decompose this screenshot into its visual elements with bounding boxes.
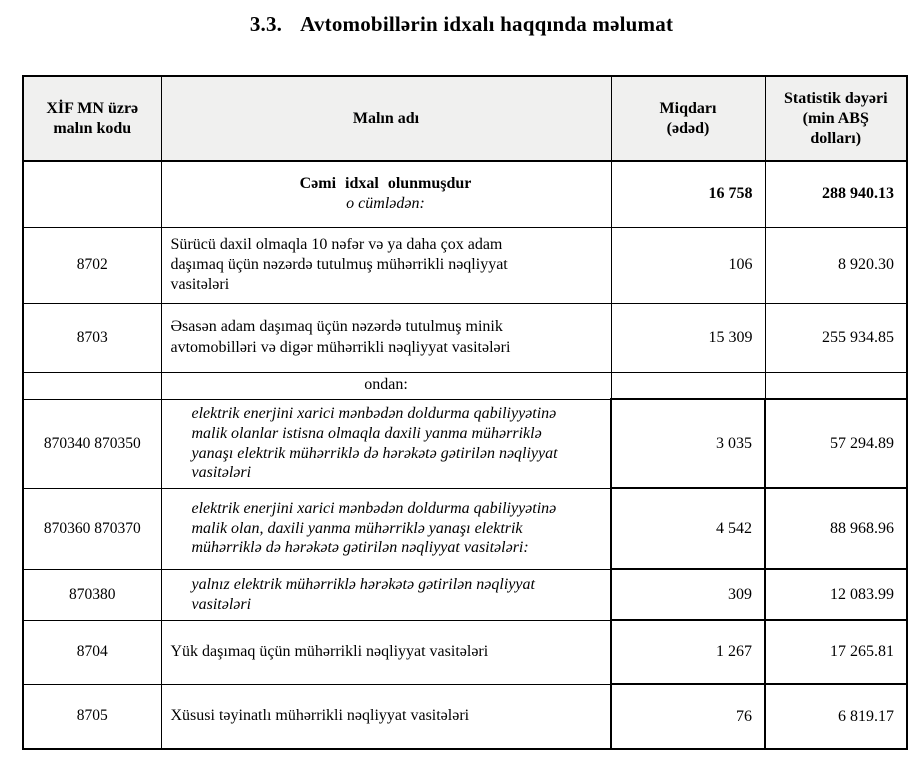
value-cell: 17 265.81 — [765, 620, 907, 684]
code-cell — [23, 372, 161, 399]
name-cell: ondan: — [161, 372, 611, 399]
header-value — [765, 76, 907, 161]
name-cell: Yük daşımaq üçün mühərrikli nəqliyyat vasitələri — [161, 620, 611, 684]
value-cell: 6 819.17 — [765, 684, 907, 749]
code-cell — [23, 161, 161, 227]
table-header-row — [23, 76, 907, 161]
table-row-ondan — [23, 372, 907, 399]
table-row — [23, 684, 907, 749]
qty-cell — [611, 372, 765, 399]
qty-cell: 16 758 — [611, 161, 765, 227]
qty-cell: 309 — [611, 569, 765, 620]
value-cell: 12 083.99 — [765, 569, 907, 620]
name-cell — [161, 161, 611, 227]
name-cell: Xüsusi təyinatlı mühərrikli nəqliyyat vasitələri — [161, 684, 611, 749]
code-cell: 8704 — [23, 620, 161, 684]
table-row — [23, 399, 907, 488]
total-sublabel: o cümlədən: — [346, 195, 425, 213]
code-cell: 870360 870370 — [23, 488, 161, 569]
qty-cell: 76 — [611, 684, 765, 749]
qty-cell: 3 035 — [611, 399, 765, 488]
code-cell: 870380 — [23, 569, 161, 620]
code-cell: 870340 870350 — [23, 399, 161, 488]
value-cell — [765, 372, 907, 399]
value-cell: 255 934.85 — [765, 303, 907, 372]
table-row — [23, 227, 907, 303]
page-title — [0, 12, 923, 37]
value-cell: 88 968.96 — [765, 488, 907, 569]
header-value-line3: dolları) — [810, 129, 862, 147]
header-qty-line2: (ədəd) — [666, 119, 710, 137]
page-title-number: 3.3. — [249, 12, 283, 36]
total-label: Cəmi idxal olunmuşdur — [299, 174, 472, 192]
header-code-line2: malın kodu — [53, 119, 132, 137]
header-qty-line1: Miqdarı — [659, 99, 717, 117]
table-row — [23, 620, 907, 684]
header-qty — [611, 76, 765, 161]
value-cell: 8 920.30 — [765, 227, 907, 303]
table-row — [23, 488, 907, 569]
code-cell: 8705 — [23, 684, 161, 749]
header-value-line1: Statistik dəyəri — [783, 89, 888, 107]
name-cell: elektrik enerjini xarici mənbədən doldurma qabiliyyətinə malik olan, daxili yanma mühərriklə yanaşı elektrik mühərriklə də hərəkətə gətirilən nəqliyyat vasitələri: — [161, 488, 611, 569]
qty-cell: 106 — [611, 227, 765, 303]
page-title-text: Avtomobillərin idxalı haqqında məlumat — [300, 12, 674, 36]
header-name: Malın adı — [161, 76, 611, 161]
code-cell: 8703 — [23, 303, 161, 372]
header-code — [23, 76, 161, 161]
value-cell: 288 940.13 — [765, 161, 907, 227]
name-cell: yalnız elektrik mühərriklə hərəkətə gətirilən nəqliyyat vasitələri — [161, 569, 611, 620]
import-data-table — [22, 75, 908, 750]
table-row — [23, 303, 907, 372]
value-cell: 57 294.89 — [765, 399, 907, 488]
table-row-total — [23, 161, 907, 227]
qty-cell: 4 542 — [611, 488, 765, 569]
table-row — [23, 569, 907, 620]
qty-cell: 1 267 — [611, 620, 765, 684]
name-cell: Sürücü daxil olmaqla 10 nəfər və ya daha çox adam daşımaq üçün nəzərdə tutulmuş mühərrikli nəqliyyat vasitələri — [161, 227, 611, 303]
header-value-line2: (min ABŞ — [802, 109, 869, 127]
code-cell: 8702 — [23, 227, 161, 303]
name-cell: elektrik enerjini xarici mənbədən doldurma qabiliyyətinə malik olanlar istisna olmaqla daxili yanma mühərriklə yanaşı elektrik mühərriklə də hərəkətə gətirilən nəqliyyat vasitələri — [161, 399, 611, 488]
header-code-line1: XİF MN üzrə — [46, 99, 139, 117]
name-cell: Əsasən adam daşımaq üçün nəzərdə tutulmuş minik avtomobilləri və digər mühərrikli nəqliyyat vasitələri — [161, 303, 611, 372]
qty-cell: 15 309 — [611, 303, 765, 372]
